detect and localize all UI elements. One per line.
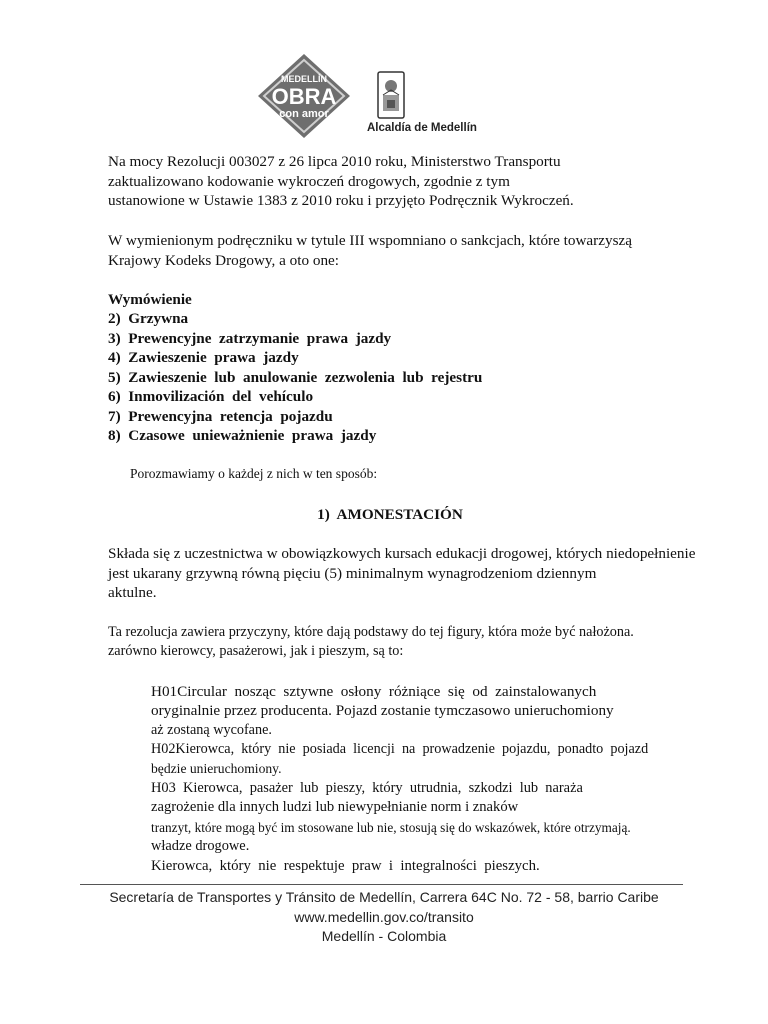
sanction-item: 3) Prewencyjne zatrzymanie prawa jazdy: [108, 330, 392, 347]
para2-line-2: Krajowy Kodeks Drogowy, a oto one:: [108, 252, 340, 269]
sanction-item: 7) Prewencyjna retencja pojazdu: [108, 408, 333, 425]
code-line: będzie unieruchomiony.: [151, 761, 282, 776]
para2-line-1: W wymienionym podręczniku w tytule III wspomniano o sankcjach, które towarzyszą: [108, 232, 632, 249]
footer-website: www.medellin.gov.co/transito: [294, 909, 474, 925]
intro-line-1: Na mocy Rezolucji 003027 z 26 lipca 2010 roku, Ministerstwo Transportu: [108, 153, 561, 170]
code-line: Kierowca, który nie respektuje praw i integralności pieszych.: [151, 858, 540, 874]
section-title: 1) AMONESTACIÓN: [317, 506, 463, 523]
coat-of-arms-icon: [376, 70, 406, 120]
code-line: H01Circular nosząc sztywne osłony różniące się od zainstalowanych: [151, 683, 597, 700]
code-line: oryginalnie przez producenta. Pojazd zostanie tymczasowo unieruchomiony: [151, 702, 614, 719]
sanction-item: 5) Zawieszenie lub anulowanie zezwolenia lub rejestru: [108, 369, 483, 386]
footer-address: Secretaría de Transportes y Tránsito de Medellín, Carrera 64C No. 72 - 58, barrio Caribe: [109, 889, 659, 905]
code-line: aż zostaną wycofane.: [151, 722, 272, 738]
code-line: władze drogowe.: [151, 838, 250, 854]
alcaldia-label: Alcaldía de Medellín: [367, 122, 477, 134]
para3-line-2: jest ukarany grzywną równą pięciu (5) minimalnym wynagrodzeniom dziennym: [108, 565, 597, 582]
logo-line2: OBRA: [271, 84, 337, 109]
logo-line3: con amor: [279, 108, 329, 120]
sanction-item: Wymówienie: [108, 291, 192, 308]
intro-line-3: ustanowione w Ustawie 1383 z 2010 roku i przyjęto Podręcznik Wykroczeń.: [108, 192, 574, 209]
sanction-item: 4) Zawieszenie prawa jazdy: [108, 349, 299, 366]
code-line: zagrożenie dla innych ludzi lub niewypełnianie norm i znaków: [151, 799, 519, 815]
code-line: H02Kierowca, który nie posiada licencji na prowadzenie pojazdu, ponadto pojazd: [151, 741, 649, 757]
sanction-item: 8) Czasowe unieważnienie prawa jazdy: [108, 427, 377, 444]
code-line: tranzyt, które mogą być im stosowane lub nie, stosują się do wskazówek, które otrzymają.: [151, 820, 631, 835]
para4-line-1: Ta rezolucja zawiera przyczyny, które dają podstawy do tej figury, która może być nałożona.: [108, 624, 634, 640]
footer-city: Medellín - Colombia: [321, 928, 447, 944]
sanction-item: 6) Inmovilización del vehículo: [108, 388, 314, 405]
para3-line-3: aktulne.: [108, 584, 157, 601]
footer-divider: [80, 884, 683, 885]
discuss-text: Porozmawiamy o każdej z nich w ten sposób:: [130, 466, 378, 481]
logo-line1: MEDELLÍN: [281, 74, 327, 84]
diamond-logo-icon: [256, 52, 352, 140]
para4-line-2: zarówno kierowcy, pasażerowi, jak i pieszym, są to:: [108, 643, 404, 659]
para3-line-1: Składa się z uczestnictwa w obowiązkowych kursach edukacji drogowej, których niedopełnienie: [108, 545, 696, 562]
sanction-item: 2) Grzywna: [108, 310, 189, 327]
code-line: H03 Kierowca, pasażer lub pieszy, który utrudnia, szkodzi lub naraża: [151, 780, 583, 796]
intro-line-2: zaktualizowano kodowanie wykroczeń drogowych, zgodnie z tym: [108, 173, 510, 190]
